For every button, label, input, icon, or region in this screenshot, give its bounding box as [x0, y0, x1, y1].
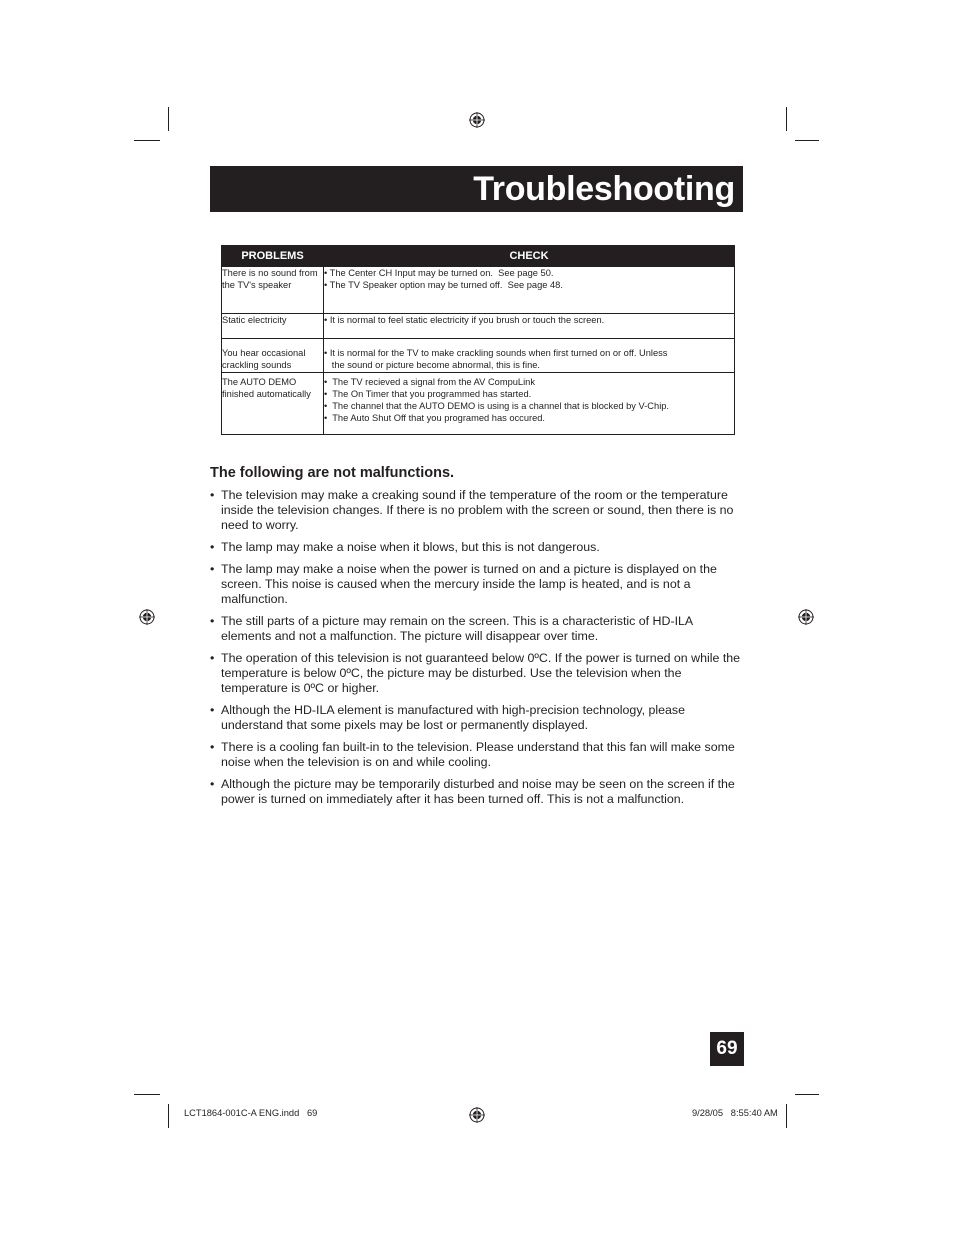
list-item: [210, 703, 746, 733]
column-header-problems: PROBLEMS: [222, 246, 324, 267]
note-text: The operation of this television is not guaranteed below 0ºC. If the power is turned on while the temperature is below 0ºC, the picture may be disturbed. Use the television when the temperature is 0ºC or higher.: [221, 651, 741, 695]
list-item: [210, 777, 746, 807]
crop-mark: [168, 1104, 169, 1128]
registration-mark-icon: [469, 1107, 485, 1123]
crop-mark: [795, 140, 819, 141]
check-item: the sound or picture become abnormal, this is fine.: [324, 360, 541, 370]
title-bar: [210, 166, 743, 212]
check-item: • The Auto Shut Off that you programed has occured.: [324, 413, 546, 423]
note-text: The television may make a creaking sound if the temperature of the room or the temperature inside the television changes. If there is no problem with the screen or sound, then there is no need to worry.: [221, 488, 734, 532]
footer-filename: LCT1864-001C-A ENG.indd 69: [184, 1108, 318, 1118]
list-item: [210, 651, 746, 696]
crop-mark: [786, 107, 787, 131]
footer-timestamp: 9/28/05 8:55:40 AM: [692, 1108, 778, 1118]
page-title: Troubleshooting: [473, 170, 735, 208]
bullet: •: [210, 614, 215, 628]
registration-mark-icon: [139, 609, 155, 625]
note-text: The lamp may make a noise when it blows, but this is not dangerous.: [221, 540, 600, 554]
check-item: • The Center CH Input may be turned on. See page 50.: [324, 268, 554, 278]
check-cell: [324, 373, 735, 435]
bullet: •: [210, 562, 215, 576]
note-text: The still parts of a picture may remain on the screen. This is a characteristic of HD-ILA elements and not a malfunction. The picture will disappear over time.: [221, 614, 693, 643]
list-item: [210, 488, 746, 533]
note-text: Although the picture may be temporarily disturbed and noise may be seen on the screen if the power is turned on immediately after it has been turned off. This is not a malfunction.: [221, 777, 735, 806]
bullet: •: [210, 540, 215, 554]
check-item: • The TV Speaker option may be turned off. See page 48.: [324, 280, 563, 290]
troubleshooting-table: [221, 245, 735, 435]
problem-cell: There is no sound from the TV's speaker: [222, 267, 324, 314]
registration-mark-icon: [469, 112, 485, 128]
crop-mark: [168, 107, 169, 131]
notes-list: [210, 488, 746, 814]
bullet: •: [210, 488, 215, 502]
note-text: There is a cooling fan built-in to the television. Please understand that this fan will make some noise when the television is on and while cooling.: [221, 740, 735, 769]
bullet: •: [210, 740, 215, 754]
problem-cell: The AUTO DEMO finished automatically: [222, 373, 324, 435]
table-row: [222, 373, 735, 435]
check-item: • It is normal for the TV to make crackling sounds when first turned on or off. Unless: [324, 348, 668, 358]
check-item: • The On Timer that you programmed has started.: [324, 389, 532, 399]
crop-mark: [795, 1094, 819, 1095]
list-item: [210, 562, 746, 607]
crop-mark: [134, 140, 160, 141]
problem-cell: You hear occasional crackling sounds: [222, 339, 324, 373]
bullet: •: [210, 651, 215, 665]
list-item: [210, 540, 746, 555]
table-header-row: [222, 246, 735, 267]
column-header-check: CHECK: [324, 246, 735, 267]
list-item: [210, 614, 746, 644]
bullet: •: [210, 777, 215, 791]
note-text: Although the HD-ILA element is manufactured with high-precision technology, please understand that some pixels may be lost or permanently displayed.: [221, 703, 685, 732]
section-heading: The following are not malfunctions.: [210, 465, 455, 481]
check-item: • The channel that the AUTO DEMO is using is a channel that is blocked by V-Chip.: [324, 401, 670, 411]
note-text: The lamp may make a noise when the power is turned on and a picture is displayed on the screen. This noise is caused when the mercury inside the lamp is heated, and is not a malfunction.: [221, 562, 717, 606]
bullet: •: [210, 703, 215, 717]
table-row: [222, 339, 735, 373]
table-row: [222, 267, 735, 314]
crop-mark: [134, 1094, 160, 1095]
check-cell: [324, 339, 735, 373]
crop-mark: [786, 1104, 787, 1128]
problem-cell: Static electricity: [222, 314, 324, 339]
list-item: [210, 740, 746, 770]
check-item: • It is normal to feel static electricity if you brush or touch the screen.: [324, 315, 605, 325]
page-number: 69: [710, 1032, 744, 1066]
check-cell: [324, 314, 735, 339]
table-row: [222, 314, 735, 339]
check-cell: [324, 267, 735, 314]
check-item: • The TV recieved a signal from the AV CompuLink: [324, 377, 535, 387]
registration-mark-icon: [798, 609, 814, 625]
